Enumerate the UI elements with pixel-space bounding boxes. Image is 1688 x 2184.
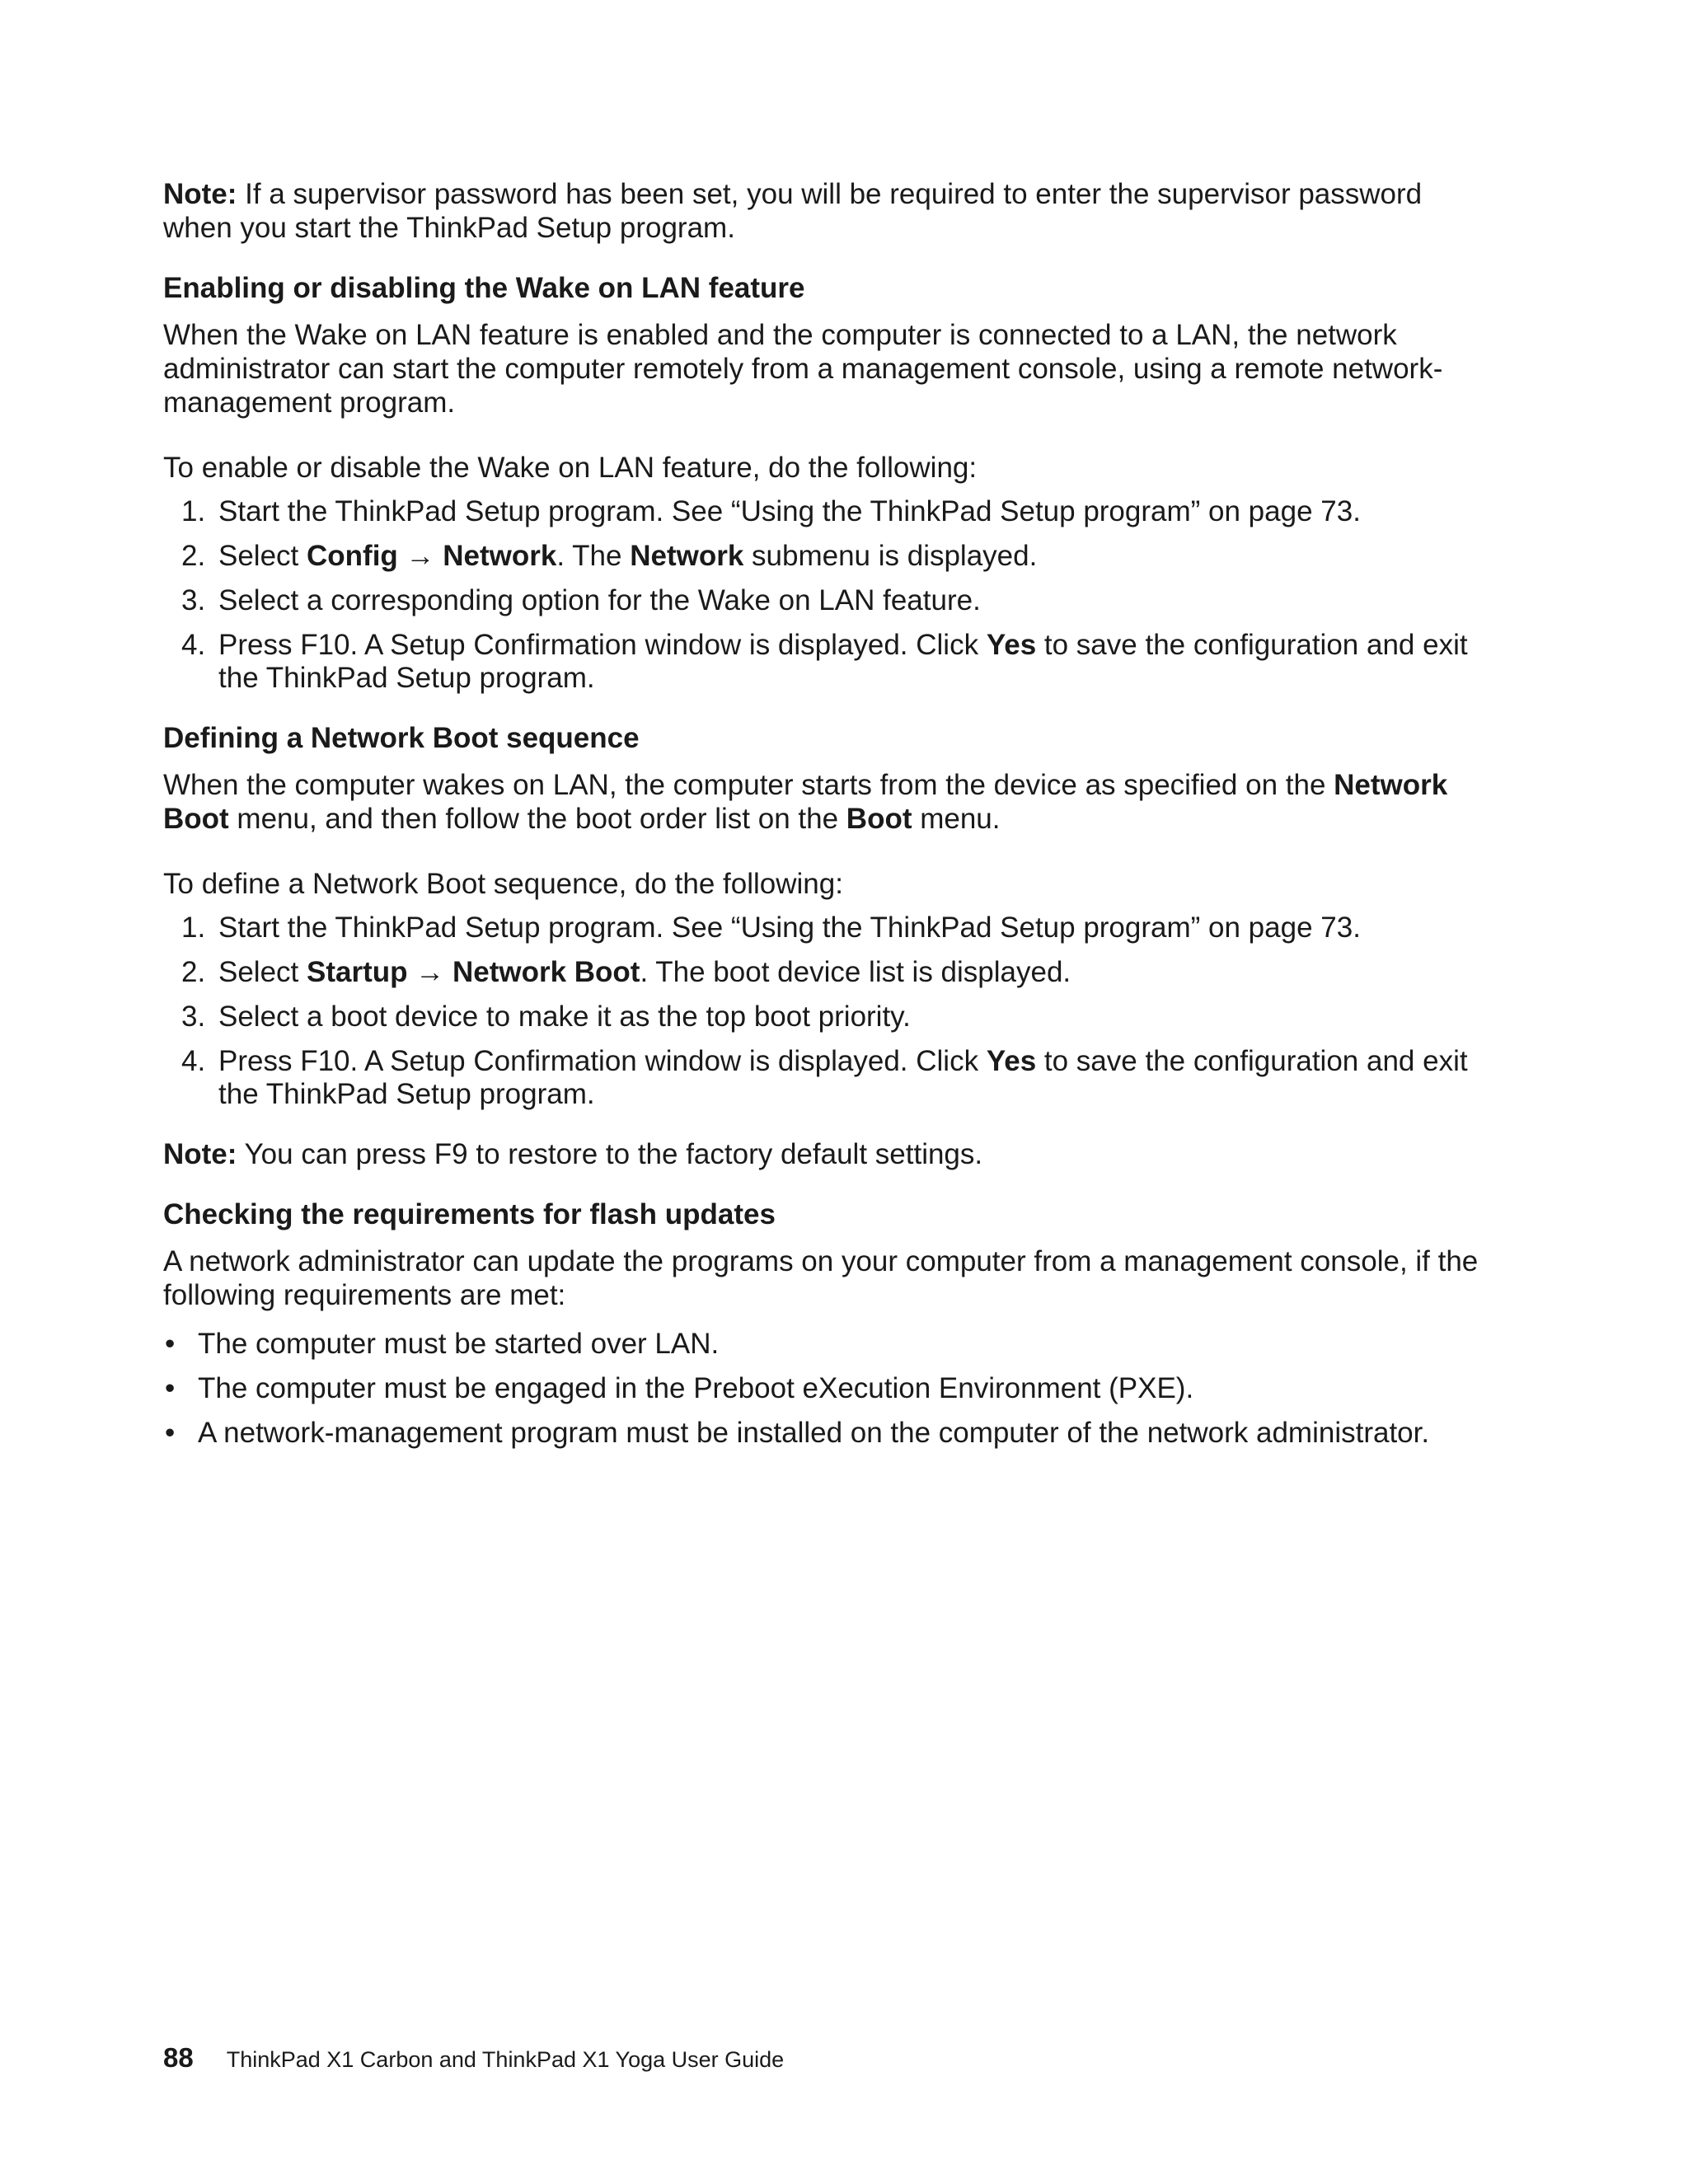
list-item: 1. Start the ThinkPad Setup program. See “Using the ThinkPad Setup program” on page 73. [181, 495, 1361, 527]
document-title: ThinkPad X1 Carbon and ThinkPad X1 Yoga User Guide [226, 2047, 785, 2072]
list-item: 4. Press F10. A Setup Confirmation window is displayed. Click Yes to save the configuration and exit the ThinkPad Setup program. [181, 629, 1468, 694]
note-label: Note: [163, 1138, 237, 1170]
list-item: 3. Select a corresponding option for the Wake on LAN feature. [181, 584, 981, 616]
wake-on-lan-intro: When the Wake on LAN feature is enabled and the computer is connected to a LAN, the network administrator can start the computer remotely from a management console, using a remote network-management program. [163, 319, 1443, 419]
list-item: 3. Select a boot device to make it as the top boot priority. [181, 1001, 911, 1033]
list-item: • The computer must be started over LAN. [165, 1328, 720, 1360]
bullet-icon: • [165, 1328, 176, 1360]
wake-on-lan-lead: To enable or disable the Wake on LAN feature, do the following: [163, 452, 978, 484]
wake-on-lan-heading: Enabling or disabling the Wake on LAN feature [163, 272, 805, 304]
arrow-icon: → [397, 540, 443, 572]
arrow-icon: → [407, 956, 452, 988]
page-footer [163, 2042, 784, 2074]
bullet-icon: • [165, 1372, 176, 1404]
network-boot-intro: When the computer wakes on LAN, the computer starts from the device as specified on the Network Boot menu, and then follow the boot order list on the Boot menu. [163, 769, 1448, 835]
note-text: You can press F9 to restore to the factory default settings. [244, 1138, 983, 1170]
document-page [163, 177, 1498, 1461]
list-item: 4. Press F10. A Setup Confirmation window is displayed. Click Yes to save the configuration and exit the ThinkPad Setup program. [181, 1045, 1468, 1110]
page-number: 88 [163, 2042, 194, 2073]
note-label: Note: [163, 178, 237, 210]
network-boot-heading: Defining a Network Boot sequence [163, 722, 640, 754]
factory-default-note [163, 1137, 1498, 1171]
wake-on-lan-steps [163, 495, 1498, 695]
note-text: If a supervisor password has been set, you will be required to enter the supervisor password when you start the ThinkPad Setup program. [163, 178, 1423, 244]
flash-requirements-list [163, 1328, 1498, 1450]
bullet-icon: • [165, 1417, 176, 1449]
list-item: 1. Start the ThinkPad Setup program. See “Using the ThinkPad Setup program” on page 73. [181, 912, 1361, 944]
supervisor-password-note [163, 177, 1498, 245]
list-item: • A network-management program must be installed on the computer of the network administrator. [165, 1417, 1430, 1449]
list-item: 2. Select Config → Network. The Network submenu is displayed. [181, 540, 1038, 572]
list-item: • The computer must be engaged in the Preboot eXecution Environment (PXE). [165, 1372, 1194, 1404]
flash-updates-intro: A network administrator can update the programs on your computer from a management console, if the following requirements are met: [163, 1245, 1479, 1311]
network-boot-steps [163, 912, 1498, 1111]
list-item: 2. Select Startup → Network Boot. The boot device list is displayed. [181, 956, 1071, 988]
network-boot-lead: To define a Network Boot sequence, do the following: [163, 868, 843, 900]
flash-updates-heading: Checking the requirements for flash updates [163, 1198, 776, 1230]
